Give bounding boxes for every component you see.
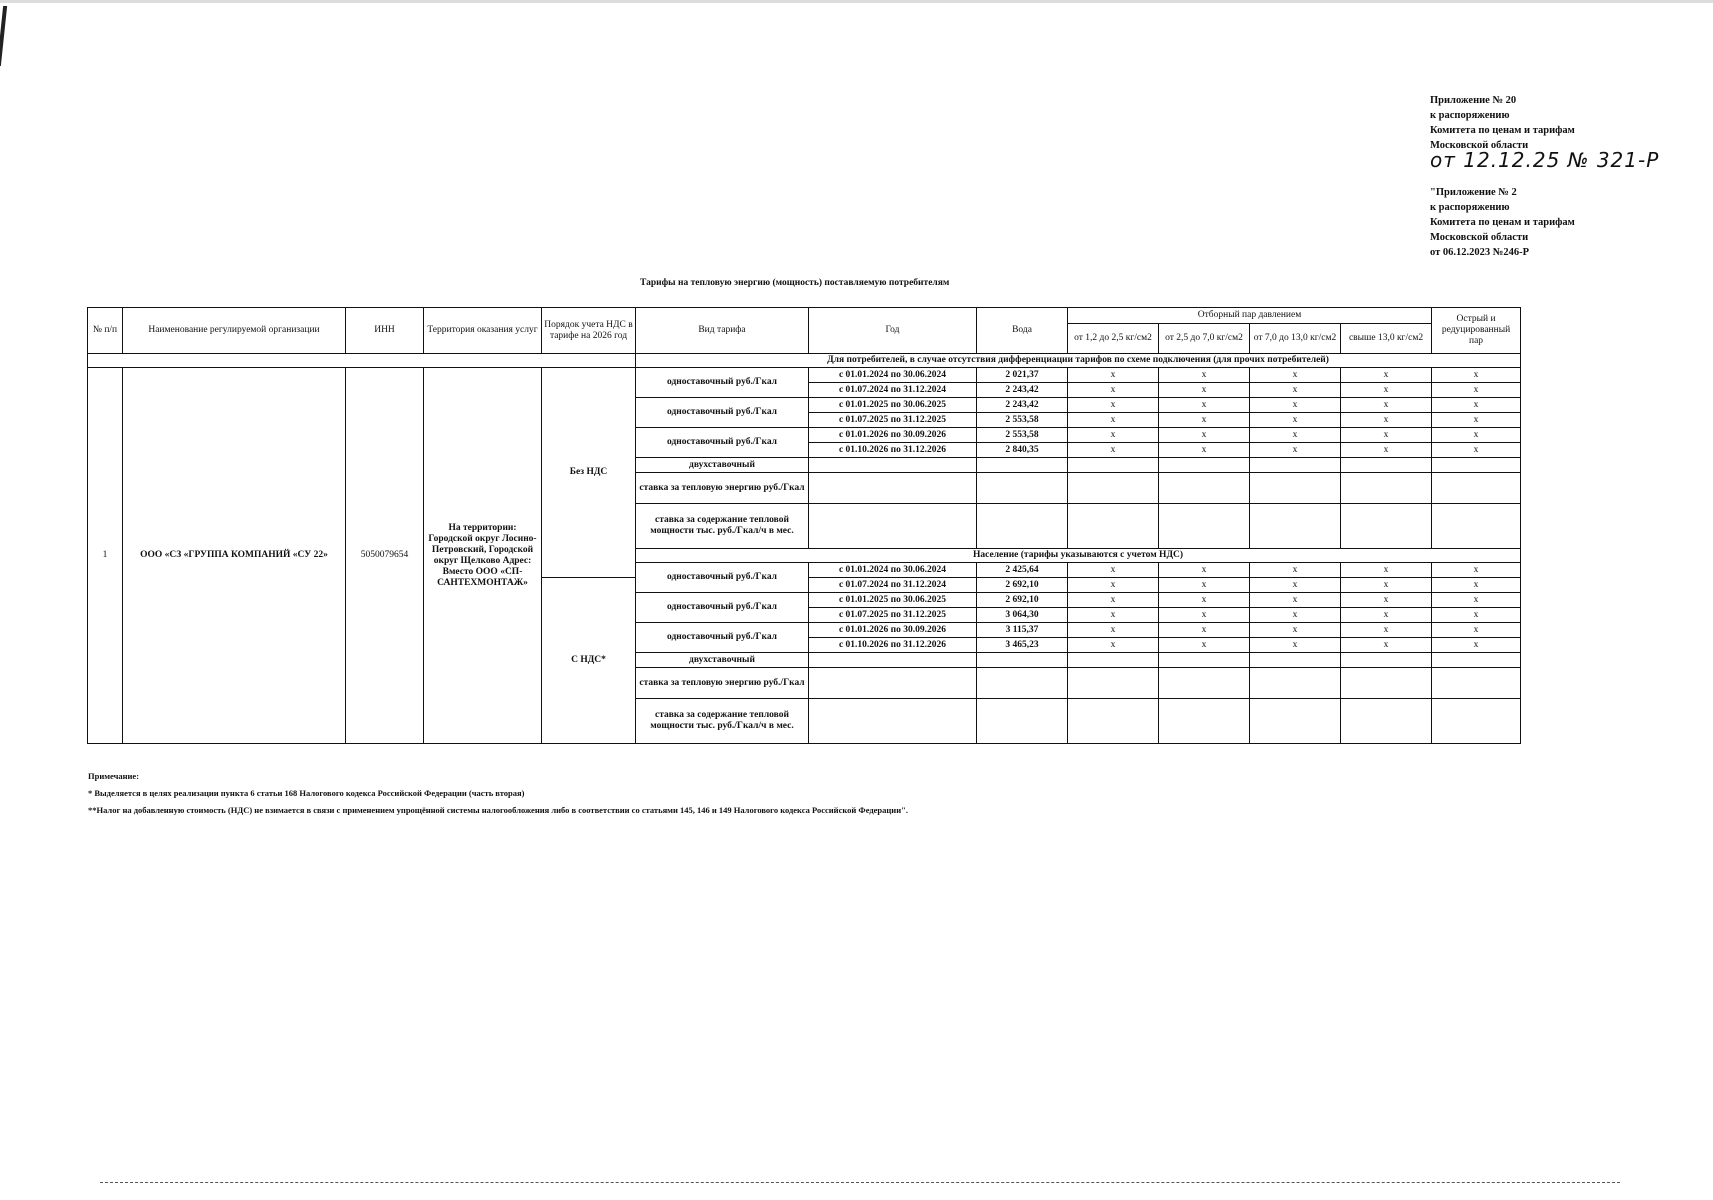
empty-cell xyxy=(1432,504,1521,549)
attachment-line: "Приложение № 2 xyxy=(1430,187,1517,198)
period-cell: с 01.01.2024 по 30.06.2024 xyxy=(809,563,977,578)
tariff-two-part: двухставочный xyxy=(636,458,809,473)
water-value: 2 425,64 xyxy=(977,563,1068,578)
header-year: Год xyxy=(809,308,977,354)
x-cell: x xyxy=(1068,398,1159,413)
header-inn: ИНН xyxy=(346,308,424,354)
x-cell: x xyxy=(1432,398,1521,413)
water-value: 2 692,10 xyxy=(977,593,1068,608)
handwritten-date-number: от 12.12.25 № 321-Р xyxy=(1430,148,1660,172)
section-population: Население (тарифы указываются с учетом НДС) xyxy=(636,549,1521,563)
x-cell: x xyxy=(1432,368,1521,383)
water-value: 2 553,58 xyxy=(977,428,1068,443)
tariff-one-part: одноставочный руб./Гкал xyxy=(636,563,809,593)
water-value: 3 465,23 xyxy=(977,638,1068,653)
empty-cell xyxy=(1159,653,1250,668)
empty-cell xyxy=(1432,458,1521,473)
x-cell: x xyxy=(1068,413,1159,428)
attachment-line: Комитета по ценам и тарифам xyxy=(1430,125,1575,136)
empty-cell xyxy=(809,458,977,473)
tariff-one-part: одноставочный руб./Гкал xyxy=(636,398,809,428)
x-cell: x xyxy=(1341,623,1432,638)
attachment-line: к распоряжению xyxy=(1430,202,1510,213)
empty-cell xyxy=(1250,473,1341,504)
section-spacer xyxy=(88,354,636,368)
tariff-energy-rate: ставка за тепловую энергию руб./Гкал xyxy=(636,668,809,699)
empty-cell xyxy=(809,668,977,699)
x-cell: x xyxy=(1341,563,1432,578)
vat-with: С НДС* xyxy=(542,578,636,744)
period-cell: с 01.01.2026 по 30.09.2026 xyxy=(809,428,977,443)
org-name: ООО «СЗ «ГРУППА КОМПАНИЙ «СУ 22» xyxy=(123,368,346,744)
tariff-one-part: одноставочный руб./Гкал xyxy=(636,368,809,398)
empty-cell xyxy=(1341,699,1432,744)
x-cell: x xyxy=(1068,563,1159,578)
attachment-line: Московской области xyxy=(1430,140,1529,151)
x-cell: x xyxy=(1068,383,1159,398)
empty-cell xyxy=(1068,504,1159,549)
empty-cell xyxy=(1432,699,1521,744)
empty-cell xyxy=(1159,504,1250,549)
x-cell: x xyxy=(1341,638,1432,653)
x-cell: x xyxy=(1250,608,1341,623)
empty-cell xyxy=(1432,653,1521,668)
header-water: Вода xyxy=(977,308,1068,354)
x-cell: x xyxy=(1159,428,1250,443)
empty-cell xyxy=(1068,668,1159,699)
previous-attachment-reference xyxy=(1430,185,1575,260)
period-cell: с 01.07.2024 по 31.12.2024 xyxy=(809,578,977,593)
empty-cell xyxy=(1068,699,1159,744)
empty-cell xyxy=(1432,473,1521,504)
x-cell: x xyxy=(1159,623,1250,638)
x-cell: x xyxy=(1250,398,1341,413)
empty-cell xyxy=(1341,668,1432,699)
x-cell: x xyxy=(1341,383,1432,398)
header-steam-1: от 1,2 до 2,5 кг/см2 xyxy=(1068,324,1159,354)
water-value: 2 692,10 xyxy=(977,578,1068,593)
x-cell: x xyxy=(1159,443,1250,458)
empty-cell xyxy=(1068,458,1159,473)
x-cell: x xyxy=(1250,593,1341,608)
x-cell: x xyxy=(1159,578,1250,593)
x-cell: x xyxy=(1159,383,1250,398)
x-cell: x xyxy=(1432,413,1521,428)
x-cell: x xyxy=(1341,578,1432,593)
period-cell: с 01.01.2026 по 30.09.2026 xyxy=(809,623,977,638)
tariff-two-part: двухставочный xyxy=(636,653,809,668)
x-cell: x xyxy=(1341,398,1432,413)
empty-cell xyxy=(1250,699,1341,744)
attachment-line: к распоряжению xyxy=(1430,110,1510,121)
tariff-capacity-rate: ставка за содержание тепловой мощности тыс. руб./Гкал/ч в мес. xyxy=(636,504,809,549)
note-vat-not-charged: **Налог на добавленную стоимость (НДС) не взимается в связи с применением упрощённой системы налогообложения либо в соответствии со статьями 145, 146 и 149 Налогового кодекса Российской Федерации". xyxy=(88,805,908,815)
empty-cell xyxy=(1250,504,1341,549)
empty-cell xyxy=(1159,473,1250,504)
x-cell: x xyxy=(1250,563,1341,578)
x-cell: x xyxy=(1068,368,1159,383)
x-cell: x xyxy=(1432,578,1521,593)
empty-cell xyxy=(977,504,1068,549)
empty-cell xyxy=(1341,473,1432,504)
tariff-capacity-rate: ставка за содержание тепловой мощности тыс. руб./Гкал/ч в мес. xyxy=(636,699,809,744)
empty-cell xyxy=(977,699,1068,744)
x-cell: x xyxy=(1068,638,1159,653)
period-cell: с 01.01.2025 по 30.06.2025 xyxy=(809,593,977,608)
x-cell: x xyxy=(1432,563,1521,578)
document-title: Тарифы на тепловую энергию (мощность) поставляемую потребителям xyxy=(640,278,950,288)
header-num: № п/п xyxy=(88,308,123,354)
x-cell: x xyxy=(1432,608,1521,623)
empty-cell xyxy=(1250,668,1341,699)
empty-cell xyxy=(1250,458,1341,473)
x-cell: x xyxy=(1159,593,1250,608)
tariff-table xyxy=(87,307,1521,744)
note-vat-allocated: * Выделяется в целях реализации пункта 6 статьи 168 Налогового кодекса Российской Федерации (часть вторая) xyxy=(88,788,525,798)
tariff-one-part: одноставочный руб./Гкал xyxy=(636,428,809,458)
header-org: Наименование регулируемой организации xyxy=(123,308,346,354)
x-cell: x xyxy=(1250,638,1341,653)
empty-cell xyxy=(809,699,977,744)
empty-cell xyxy=(1068,473,1159,504)
scan-top-edge xyxy=(0,0,1713,3)
x-cell: x xyxy=(1341,593,1432,608)
x-cell: x xyxy=(1341,608,1432,623)
water-value: 2 243,42 xyxy=(977,383,1068,398)
empty-cell xyxy=(1341,653,1432,668)
x-cell: x xyxy=(1432,383,1521,398)
notes-heading: Примечание: xyxy=(88,771,140,781)
x-cell: x xyxy=(1250,623,1341,638)
x-cell: x xyxy=(1250,383,1341,398)
x-cell: x xyxy=(1159,608,1250,623)
empty-cell xyxy=(977,653,1068,668)
org-inn: 5050079654 xyxy=(346,368,424,744)
period-cell: с 01.07.2025 по 31.12.2025 xyxy=(809,608,977,623)
x-cell: x xyxy=(1250,443,1341,458)
empty-cell xyxy=(977,668,1068,699)
water-value: 2 840,35 xyxy=(977,443,1068,458)
attachment-line: Московской области xyxy=(1430,232,1529,243)
header-sharp-steam: Острый и редуцированный пар xyxy=(1432,308,1521,354)
scan-bottom-line xyxy=(100,1182,1620,1184)
x-cell: x xyxy=(1068,428,1159,443)
x-cell: x xyxy=(1341,443,1432,458)
attachment-line: от 06.12.2023 №246-Р xyxy=(1430,247,1529,258)
attachment-line: Приложение № 20 xyxy=(1430,95,1517,106)
x-cell: x xyxy=(1432,638,1521,653)
scan-artifact xyxy=(0,6,7,66)
empty-cell xyxy=(977,458,1068,473)
vat-without: Без НДС xyxy=(542,368,636,578)
water-value: 2 553,58 xyxy=(977,413,1068,428)
x-cell: x xyxy=(1341,413,1432,428)
water-value: 2 021,37 xyxy=(977,368,1068,383)
x-cell: x xyxy=(1432,623,1521,638)
header-steam-2: от 2,5 до 7,0 кг/см2 xyxy=(1159,324,1250,354)
x-cell: x xyxy=(1250,428,1341,443)
water-value: 3 115,37 xyxy=(977,623,1068,638)
period-cell: с 01.10.2026 по 31.12.2026 xyxy=(809,443,977,458)
empty-cell xyxy=(1250,653,1341,668)
section-other-consumers: Для потребителей, в случае отсутствия дифференциации тарифов по схеме подключения (для прочих потребителей) xyxy=(636,354,1521,368)
header-steam-group: Отборный пар давлением xyxy=(1068,308,1432,324)
x-cell: x xyxy=(1250,413,1341,428)
x-cell: x xyxy=(1159,638,1250,653)
tariff-energy-rate: ставка за тепловую энергию руб./Гкал xyxy=(636,473,809,504)
empty-cell xyxy=(809,504,977,549)
period-cell: с 01.01.2025 по 30.06.2025 xyxy=(809,398,977,413)
attachment-stamp xyxy=(1430,93,1660,172)
x-cell: x xyxy=(1250,578,1341,593)
empty-cell xyxy=(809,653,977,668)
x-cell: x xyxy=(1068,623,1159,638)
x-cell: x xyxy=(1068,608,1159,623)
org-territory: На территории: Городской округ Лосино-Петровский, Городской округ Щелково Адрес: Вместо ООО «СП-САНТЕХМОНТАЖ» xyxy=(424,368,542,744)
empty-cell xyxy=(1068,653,1159,668)
x-cell: x xyxy=(1432,593,1521,608)
header-tariff-type: Вид тарифа xyxy=(636,308,809,354)
empty-cell xyxy=(977,473,1068,504)
empty-cell xyxy=(1159,699,1250,744)
notes-block xyxy=(88,768,908,819)
period-cell: с 01.10.2026 по 31.12.2026 xyxy=(809,638,977,653)
empty-cell xyxy=(1341,504,1432,549)
empty-cell xyxy=(1432,668,1521,699)
x-cell: x xyxy=(1068,578,1159,593)
water-value: 3 064,30 xyxy=(977,608,1068,623)
x-cell: x xyxy=(1432,428,1521,443)
header-territory: Территория оказания услуг xyxy=(424,308,542,354)
period-cell: с 01.07.2024 по 31.12.2024 xyxy=(809,383,977,398)
header-steam-3: от 7,0 до 13,0 кг/см2 xyxy=(1250,324,1341,354)
tariff-one-part: одноставочный руб./Гкал xyxy=(636,593,809,623)
header-steam-4: свыше 13,0 кг/см2 xyxy=(1341,324,1432,354)
header-vat: Порядок учета НДС в тарифе на 2026 год xyxy=(542,308,636,354)
tariff-one-part: одноставочный руб./Гкал xyxy=(636,623,809,653)
empty-cell xyxy=(1341,458,1432,473)
period-cell: с 01.07.2025 по 31.12.2025 xyxy=(809,413,977,428)
empty-cell xyxy=(809,473,977,504)
water-value: 2 243,42 xyxy=(977,398,1068,413)
x-cell: x xyxy=(1159,398,1250,413)
attachment-line: Комитета по ценам и тарифам xyxy=(1430,217,1575,228)
x-cell: x xyxy=(1341,428,1432,443)
x-cell: x xyxy=(1159,563,1250,578)
empty-cell xyxy=(1159,668,1250,699)
x-cell: x xyxy=(1341,368,1432,383)
row-number: 1 xyxy=(88,368,123,744)
x-cell: x xyxy=(1432,443,1521,458)
x-cell: x xyxy=(1068,593,1159,608)
empty-cell xyxy=(1159,458,1250,473)
period-cell: с 01.01.2024 по 30.06.2024 xyxy=(809,368,977,383)
x-cell: x xyxy=(1159,413,1250,428)
x-cell: x xyxy=(1068,443,1159,458)
x-cell: x xyxy=(1250,368,1341,383)
x-cell: x xyxy=(1159,368,1250,383)
